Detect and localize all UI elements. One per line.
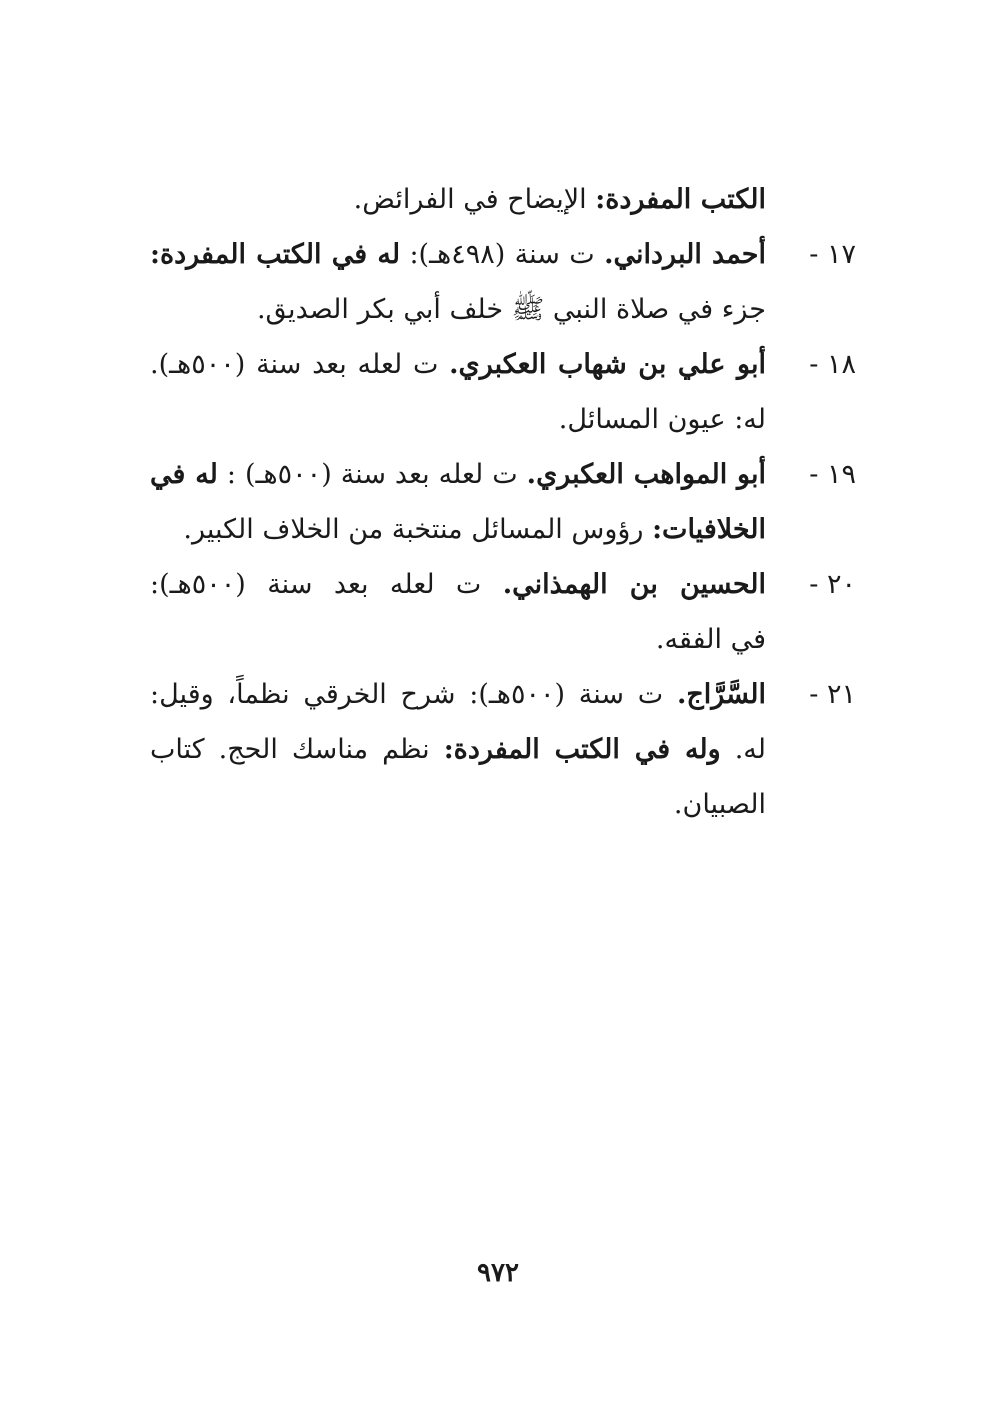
intro-label: الكتب المفردة:	[595, 184, 766, 215]
entry-category: له في	[150, 459, 218, 490]
entry-text: الصبيان.	[673, 789, 766, 820]
entry-date: ت لعله بعد سنة (٥٠٠هـ).	[150, 349, 450, 380]
entry-line	[150, 502, 766, 557]
entry-line	[150, 392, 766, 447]
entry-line	[150, 722, 766, 777]
entry-line	[150, 777, 766, 832]
entry-20	[150, 557, 856, 667]
entry-line	[150, 667, 766, 722]
entries-block	[150, 172, 856, 832]
entry-author: أبو علي بن شهاب العكبري.	[449, 349, 766, 380]
entry-line	[150, 227, 766, 282]
entry-number: ١٩ -	[809, 459, 856, 490]
entry-category: له في الكتب المفردة:	[150, 239, 401, 270]
entry-category: الخلافيات:	[652, 514, 766, 545]
entry-text: له: عيون المسائل.	[558, 404, 766, 435]
entry-number: ١٨ -	[809, 349, 856, 380]
entry-line	[150, 337, 766, 392]
entry-number: ٢٠ -	[809, 569, 856, 600]
entry-text: في الفقه.	[655, 624, 766, 655]
entry-line	[150, 282, 766, 337]
entry-author: الحسين بن الهمذاني.	[502, 569, 766, 600]
intro-text: الإيضاح في الفرائض.	[353, 184, 596, 215]
entry-text: رؤوس المسائل منتخبة من الخلاف الكبير.	[183, 514, 653, 545]
intro-line	[150, 172, 856, 227]
entry-line	[150, 612, 766, 667]
entry-line	[150, 557, 766, 612]
entry-category: وله في الكتب المفردة:	[443, 734, 721, 765]
entry-date: ت لعله بعد سنة (٥٠٠هـ):	[150, 569, 482, 600]
entry-19	[150, 447, 856, 557]
entry-text: جزء في صلاة النبي ﷺ خلف أبي بكر الصديق.	[256, 294, 766, 325]
entry-date: ت لعله بعد سنة (٥٠٠هـ) :	[217, 459, 527, 490]
entry-text: له.	[720, 734, 766, 765]
entry-author: أبو المواهب العكبري.	[526, 459, 766, 490]
entry-18	[150, 337, 856, 447]
entry-line	[150, 447, 766, 502]
entry-date: ت سنة (٥٠٠هـ): شرح الخرقي نظماً، وقيل:	[150, 679, 664, 710]
page-number: ٩٧٢	[477, 1258, 519, 1288]
entry-number: ٢١ -	[809, 679, 856, 710]
entry-author: السَّرَّاج.	[676, 679, 766, 710]
entry-text: نظم مناسك الحج. كتاب	[150, 734, 430, 765]
entry-17	[150, 227, 856, 337]
entry-number: ١٧ -	[809, 239, 856, 270]
entry-author: أحمد البرداني.	[604, 239, 766, 270]
entry-date: ت سنة (٤٩٨هـ):	[400, 239, 605, 270]
entry-21	[150, 667, 856, 832]
